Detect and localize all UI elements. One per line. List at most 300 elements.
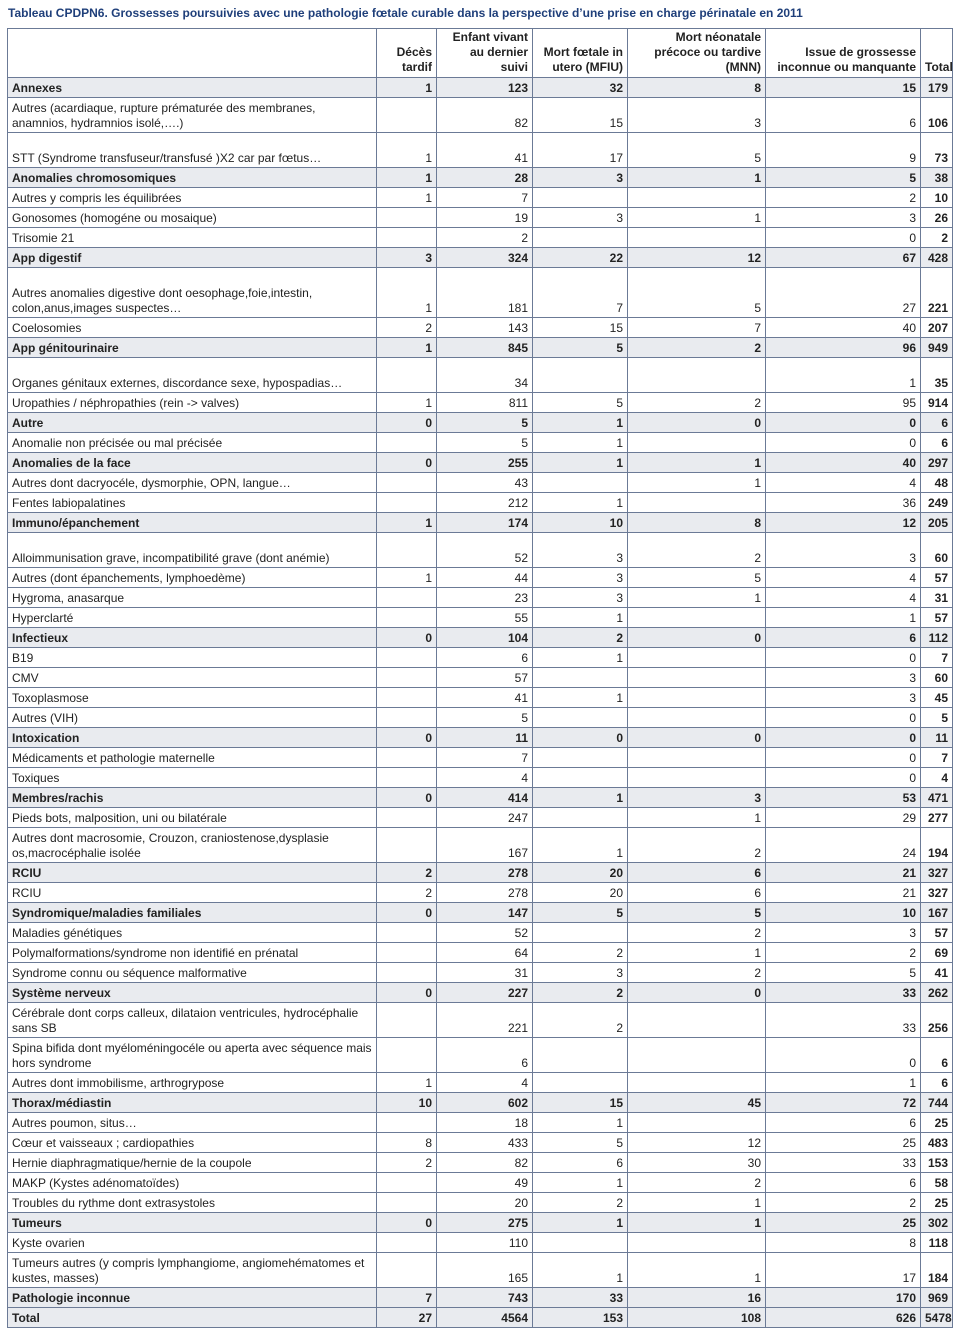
cell-mfiu bbox=[533, 748, 628, 768]
cell-deces-tardif: 2 bbox=[377, 1153, 437, 1173]
cell-deces-tardif: 0 bbox=[377, 453, 437, 473]
row-label: MAKP (Kystes adénomatoïdes) bbox=[8, 1173, 377, 1193]
cell-deces-tardif: 2 bbox=[377, 863, 437, 883]
cell-issue-inconnue: 40 bbox=[766, 453, 921, 473]
cell-enfant-vivant: 174 bbox=[437, 513, 533, 533]
cell-deces-tardif: 0 bbox=[377, 1213, 437, 1233]
table-row bbox=[8, 208, 953, 228]
row-label: Syndromique/maladies familiales bbox=[8, 903, 377, 923]
cell-deces-tardif: 1 bbox=[377, 168, 437, 188]
row-label: App digestif bbox=[8, 248, 377, 268]
table-row bbox=[8, 1113, 953, 1133]
row-label: Thorax/médiastin bbox=[8, 1093, 377, 1113]
row-label: Polymalformations/syndrome non identifié en prénatal bbox=[8, 943, 377, 963]
cell-issue-inconnue: 4 bbox=[766, 588, 921, 608]
cell-mfiu bbox=[533, 1038, 628, 1073]
cell-mfiu: 2 bbox=[533, 1193, 628, 1213]
cell-deces-tardif bbox=[377, 473, 437, 493]
cell-total: 26 bbox=[921, 208, 953, 228]
cell-enfant-vivant: 11 bbox=[437, 728, 533, 748]
cell-total: 483 bbox=[921, 1133, 953, 1153]
cell-mnn bbox=[628, 1003, 766, 1038]
cell-enfant-vivant: 845 bbox=[437, 338, 533, 358]
row-label: Anomalies chromosomiques bbox=[8, 168, 377, 188]
cell-issue-inconnue: 4 bbox=[766, 568, 921, 588]
cell-mnn: 12 bbox=[628, 248, 766, 268]
cell-total: 207 bbox=[921, 318, 953, 338]
cell-total: 11 bbox=[921, 728, 953, 748]
cell-issue-inconnue: 53 bbox=[766, 788, 921, 808]
row-label: Tumeurs autres (y compris lymphangiome, angiomehématomes et kustes, masses) bbox=[8, 1253, 377, 1288]
cell-mnn: 1 bbox=[628, 808, 766, 828]
cell-mnn: 16 bbox=[628, 1288, 766, 1308]
cell-mnn: 8 bbox=[628, 513, 766, 533]
cell-deces-tardif bbox=[377, 708, 437, 728]
cell-mfiu bbox=[533, 1073, 628, 1093]
cell-total: 10 bbox=[921, 188, 953, 208]
cell-mfiu: 5 bbox=[533, 903, 628, 923]
cell-mfiu bbox=[533, 668, 628, 688]
cell-deces-tardif: 7 bbox=[377, 1288, 437, 1308]
table-row bbox=[8, 1133, 953, 1153]
cell-mnn bbox=[628, 608, 766, 628]
cell-total: 6 bbox=[921, 1038, 953, 1073]
cell-deces-tardif bbox=[377, 533, 437, 568]
cell-mfiu: 3 bbox=[533, 208, 628, 228]
cell-mfiu: 20 bbox=[533, 863, 628, 883]
cell-total: 914 bbox=[921, 393, 953, 413]
row-label: App génitourinaire bbox=[8, 338, 377, 358]
cell-enfant-vivant: 167 bbox=[437, 828, 533, 863]
cell-enfant-vivant: 82 bbox=[437, 98, 533, 133]
cell-enfant-vivant: 5 bbox=[437, 433, 533, 453]
cell-issue-inconnue: 0 bbox=[766, 413, 921, 433]
cell-mnn: 6 bbox=[628, 863, 766, 883]
table-row bbox=[8, 228, 953, 248]
cell-total: 7 bbox=[921, 748, 953, 768]
cell-total: 73 bbox=[921, 133, 953, 168]
row-label: STT (Syndrome transfuseur/transfusé )X2 car par fœtus… bbox=[8, 133, 377, 168]
cell-mfiu: 3 bbox=[533, 963, 628, 983]
cell-total: 6 bbox=[921, 1073, 953, 1093]
cell-mfiu bbox=[533, 1233, 628, 1253]
table-row bbox=[8, 748, 953, 768]
table-row bbox=[8, 708, 953, 728]
row-label: Alloimmunisation grave, incompatibilité grave (dont anémie) bbox=[8, 533, 377, 568]
row-label: Hyperclarté bbox=[8, 608, 377, 628]
cell-total: 179 bbox=[921, 78, 953, 98]
cell-total: 60 bbox=[921, 533, 953, 568]
cell-enfant-vivant: 181 bbox=[437, 268, 533, 318]
cell-deces-tardif bbox=[377, 98, 437, 133]
cell-mnn bbox=[628, 648, 766, 668]
row-label: Toxoplasmose bbox=[8, 688, 377, 708]
cell-mnn: 2 bbox=[628, 963, 766, 983]
cell-issue-inconnue: 0 bbox=[766, 228, 921, 248]
cell-mfiu bbox=[533, 473, 628, 493]
cell-enfant-vivant: 41 bbox=[437, 133, 533, 168]
cell-total: 6 bbox=[921, 433, 953, 453]
category-row bbox=[8, 1308, 953, 1328]
cell-issue-inconnue: 10 bbox=[766, 903, 921, 923]
cell-enfant-vivant: 602 bbox=[437, 1093, 533, 1113]
cell-issue-inconnue: 1 bbox=[766, 1073, 921, 1093]
row-label: Annexes bbox=[8, 78, 377, 98]
cell-enfant-vivant: 143 bbox=[437, 318, 533, 338]
cell-issue-inconnue: 21 bbox=[766, 883, 921, 903]
row-label: Infectieux bbox=[8, 628, 377, 648]
cell-enfant-vivant: 811 bbox=[437, 393, 533, 413]
cell-deces-tardif bbox=[377, 748, 437, 768]
header-mnn: Mort néonatale précoce ou tardive (MNN) bbox=[628, 29, 766, 78]
cell-total: 277 bbox=[921, 808, 953, 828]
cell-mfiu: 3 bbox=[533, 533, 628, 568]
cell-deces-tardif: 1 bbox=[377, 338, 437, 358]
cell-deces-tardif: 1 bbox=[377, 188, 437, 208]
cell-mfiu: 17 bbox=[533, 133, 628, 168]
cell-issue-inconnue: 0 bbox=[766, 648, 921, 668]
cell-issue-inconnue: 0 bbox=[766, 708, 921, 728]
cell-total: 57 bbox=[921, 923, 953, 943]
cell-deces-tardif: 0 bbox=[377, 788, 437, 808]
cell-enfant-vivant: 4 bbox=[437, 1073, 533, 1093]
row-label: Autres dont dacryocéle, dysmorphie, OPN, langue… bbox=[8, 473, 377, 493]
cell-issue-inconnue: 3 bbox=[766, 923, 921, 943]
cell-mfiu: 2 bbox=[533, 1003, 628, 1038]
row-label: Hernie diaphragmatique/hernie de la coupole bbox=[8, 1153, 377, 1173]
cell-mnn bbox=[628, 688, 766, 708]
header-mfiu: Mort fœtale in utero (MFIU) bbox=[533, 29, 628, 78]
cell-issue-inconnue: 0 bbox=[766, 748, 921, 768]
cell-total: 194 bbox=[921, 828, 953, 863]
cell-issue-inconnue: 36 bbox=[766, 493, 921, 513]
cell-mnn: 2 bbox=[628, 533, 766, 568]
category-row bbox=[8, 248, 953, 268]
cell-issue-inconnue: 21 bbox=[766, 863, 921, 883]
cell-issue-inconnue: 72 bbox=[766, 1093, 921, 1113]
cell-deces-tardif bbox=[377, 493, 437, 513]
row-label: Autres dont immobilisme, arthrogrypose bbox=[8, 1073, 377, 1093]
row-label: Autres (dont épanchements, lymphoedème) bbox=[8, 568, 377, 588]
cell-mnn: 12 bbox=[628, 1133, 766, 1153]
table-row bbox=[8, 608, 953, 628]
cell-mnn: 0 bbox=[628, 413, 766, 433]
table-row bbox=[8, 393, 953, 413]
cell-deces-tardif bbox=[377, 688, 437, 708]
row-label: Coelosomies bbox=[8, 318, 377, 338]
cell-mfiu: 7 bbox=[533, 268, 628, 318]
row-label: B19 bbox=[8, 648, 377, 668]
cell-enfant-vivant: 324 bbox=[437, 248, 533, 268]
row-label: Maladies génétiques bbox=[8, 923, 377, 943]
header-total: Total bbox=[921, 29, 953, 78]
cell-enfant-vivant: 55 bbox=[437, 608, 533, 628]
row-label: Intoxication bbox=[8, 728, 377, 748]
cell-mnn: 1 bbox=[628, 1213, 766, 1233]
cell-deces-tardif bbox=[377, 943, 437, 963]
cell-mfiu bbox=[533, 188, 628, 208]
cell-deces-tardif bbox=[377, 1233, 437, 1253]
cell-enfant-vivant: 4564 bbox=[437, 1308, 533, 1328]
cell-deces-tardif bbox=[377, 228, 437, 248]
cell-deces-tardif bbox=[377, 1003, 437, 1038]
pathology-table bbox=[7, 28, 953, 1328]
row-label: Hygroma, anasarque bbox=[8, 588, 377, 608]
cell-total: 969 bbox=[921, 1288, 953, 1308]
cell-deces-tardif: 8 bbox=[377, 1133, 437, 1153]
table-row bbox=[8, 1233, 953, 1253]
cell-mnn: 3 bbox=[628, 98, 766, 133]
cell-mfiu: 1 bbox=[533, 648, 628, 668]
cell-issue-inconnue: 40 bbox=[766, 318, 921, 338]
cell-mnn: 5 bbox=[628, 903, 766, 923]
cell-issue-inconnue: 17 bbox=[766, 1253, 921, 1288]
cell-enfant-vivant: 6 bbox=[437, 648, 533, 668]
cell-deces-tardif bbox=[377, 648, 437, 668]
row-label: Autres (VIH) bbox=[8, 708, 377, 728]
category-row bbox=[8, 513, 953, 533]
row-label: Système nerveux bbox=[8, 983, 377, 1003]
table-row bbox=[8, 473, 953, 493]
cell-mfiu: 2 bbox=[533, 628, 628, 648]
cell-enfant-vivant: 18 bbox=[437, 1113, 533, 1133]
cell-total: 471 bbox=[921, 788, 953, 808]
cell-enfant-vivant: 221 bbox=[437, 1003, 533, 1038]
cell-mfiu: 1 bbox=[533, 788, 628, 808]
table-row bbox=[8, 828, 953, 863]
cell-total: 249 bbox=[921, 493, 953, 513]
cell-mnn: 5 bbox=[628, 568, 766, 588]
cell-issue-inconnue: 1 bbox=[766, 358, 921, 393]
cell-issue-inconnue: 3 bbox=[766, 668, 921, 688]
cell-deces-tardif bbox=[377, 1253, 437, 1288]
cell-enfant-vivant: 278 bbox=[437, 863, 533, 883]
row-label: Total bbox=[8, 1308, 377, 1328]
category-row bbox=[8, 903, 953, 923]
row-label: Pathologie inconnue bbox=[8, 1288, 377, 1308]
cell-mfiu: 32 bbox=[533, 78, 628, 98]
row-label: Toxiques bbox=[8, 768, 377, 788]
cell-total: 25 bbox=[921, 1113, 953, 1133]
cell-mfiu: 5 bbox=[533, 1133, 628, 1153]
cell-deces-tardif: 0 bbox=[377, 628, 437, 648]
category-row bbox=[8, 1213, 953, 1233]
cell-total: 744 bbox=[921, 1093, 953, 1113]
table-row bbox=[8, 688, 953, 708]
cell-enfant-vivant: 20 bbox=[437, 1193, 533, 1213]
cell-enfant-vivant: 104 bbox=[437, 628, 533, 648]
cell-total: 106 bbox=[921, 98, 953, 133]
cell-total: 184 bbox=[921, 1253, 953, 1288]
cell-enfant-vivant: 57 bbox=[437, 668, 533, 688]
table-row bbox=[8, 808, 953, 828]
cell-issue-inconnue: 15 bbox=[766, 78, 921, 98]
cell-enfant-vivant: 743 bbox=[437, 1288, 533, 1308]
cell-deces-tardif bbox=[377, 768, 437, 788]
cell-mnn: 5 bbox=[628, 133, 766, 168]
cell-issue-inconnue: 6 bbox=[766, 98, 921, 133]
cell-total: 60 bbox=[921, 668, 953, 688]
table-row bbox=[8, 883, 953, 903]
cell-enfant-vivant: 227 bbox=[437, 983, 533, 1003]
cell-total: 2 bbox=[921, 228, 953, 248]
cell-issue-inconnue: 2 bbox=[766, 1193, 921, 1213]
cell-issue-inconnue: 27 bbox=[766, 268, 921, 318]
category-row bbox=[8, 628, 953, 648]
table-row bbox=[8, 768, 953, 788]
cell-mnn bbox=[628, 668, 766, 688]
cell-issue-inconnue: 95 bbox=[766, 393, 921, 413]
table-row bbox=[8, 1193, 953, 1213]
cell-total: 35 bbox=[921, 358, 953, 393]
cell-mnn: 2 bbox=[628, 338, 766, 358]
cell-deces-tardif bbox=[377, 1038, 437, 1073]
cell-total: 69 bbox=[921, 943, 953, 963]
category-row bbox=[8, 78, 953, 98]
cell-issue-inconnue: 2 bbox=[766, 188, 921, 208]
cell-issue-inconnue: 5 bbox=[766, 168, 921, 188]
cell-total: 41 bbox=[921, 963, 953, 983]
cell-mfiu bbox=[533, 358, 628, 393]
cell-mnn: 45 bbox=[628, 1093, 766, 1113]
cell-mfiu: 0 bbox=[533, 728, 628, 748]
row-label: Membres/rachis bbox=[8, 788, 377, 808]
cell-total: 153 bbox=[921, 1153, 953, 1173]
cell-mfiu: 1 bbox=[533, 433, 628, 453]
category-row bbox=[8, 788, 953, 808]
cell-mnn bbox=[628, 1233, 766, 1253]
cell-total: 31 bbox=[921, 588, 953, 608]
row-label: Anomalie non précisée ou mal précisée bbox=[8, 433, 377, 453]
table-body bbox=[8, 78, 953, 1328]
header-issue-inconnue: Issue de grossesse inconnue ou manquante bbox=[766, 29, 921, 78]
cell-mnn: 7 bbox=[628, 318, 766, 338]
cell-enfant-vivant: 110 bbox=[437, 1233, 533, 1253]
cell-deces-tardif: 1 bbox=[377, 393, 437, 413]
header-deces-tardif: Décès tardif bbox=[377, 29, 437, 78]
table-row bbox=[8, 963, 953, 983]
row-label: Trisomie 21 bbox=[8, 228, 377, 248]
row-label: Cérébrale dont corps calleux, dilataion ventricules, hydrocéphalie sans SB bbox=[8, 1003, 377, 1038]
cell-deces-tardif bbox=[377, 608, 437, 628]
cell-issue-inconnue: 33 bbox=[766, 1153, 921, 1173]
cell-issue-inconnue: 2 bbox=[766, 943, 921, 963]
row-label: Tumeurs bbox=[8, 1213, 377, 1233]
cell-issue-inconnue: 0 bbox=[766, 728, 921, 748]
cell-mnn: 1 bbox=[628, 1193, 766, 1213]
cell-mnn bbox=[628, 1073, 766, 1093]
cell-mnn: 30 bbox=[628, 1153, 766, 1173]
cell-deces-tardif bbox=[377, 358, 437, 393]
table-row bbox=[8, 588, 953, 608]
cell-mfiu bbox=[533, 768, 628, 788]
cell-mnn: 108 bbox=[628, 1308, 766, 1328]
row-label: Gonosomes (homogéne ou mosaique) bbox=[8, 208, 377, 228]
cell-total: 25 bbox=[921, 1193, 953, 1213]
cell-deces-tardif: 27 bbox=[377, 1308, 437, 1328]
cell-mfiu: 20 bbox=[533, 883, 628, 903]
cell-total: 256 bbox=[921, 1003, 953, 1038]
row-label: Médicaments et pathologie maternelle bbox=[8, 748, 377, 768]
cell-mnn: 2 bbox=[628, 828, 766, 863]
cell-mfiu: 5 bbox=[533, 393, 628, 413]
cell-mfiu: 3 bbox=[533, 588, 628, 608]
cell-enfant-vivant: 28 bbox=[437, 168, 533, 188]
cell-mfiu: 1 bbox=[533, 413, 628, 433]
category-row bbox=[8, 983, 953, 1003]
cell-deces-tardif bbox=[377, 923, 437, 943]
cell-total: 205 bbox=[921, 513, 953, 533]
cell-total: 5 bbox=[921, 708, 953, 728]
cell-issue-inconnue: 33 bbox=[766, 1003, 921, 1038]
table-row bbox=[8, 533, 953, 568]
row-label: Autres poumon, situs… bbox=[8, 1113, 377, 1133]
cell-issue-inconnue: 6 bbox=[766, 628, 921, 648]
cell-total: 297 bbox=[921, 453, 953, 473]
cell-mfiu: 33 bbox=[533, 1288, 628, 1308]
cell-mfiu: 1 bbox=[533, 1213, 628, 1233]
cell-mnn bbox=[628, 228, 766, 248]
table-row bbox=[8, 1173, 953, 1193]
table-row bbox=[8, 493, 953, 513]
header-enfant-vivant: Enfant vivant au dernier suivi bbox=[437, 29, 533, 78]
cell-mfiu: 1 bbox=[533, 1113, 628, 1133]
cell-enfant-vivant: 278 bbox=[437, 883, 533, 903]
cell-total: 58 bbox=[921, 1173, 953, 1193]
category-row bbox=[8, 1093, 953, 1113]
cell-issue-inconnue: 29 bbox=[766, 808, 921, 828]
cell-mfiu: 1 bbox=[533, 608, 628, 628]
table-row bbox=[8, 318, 953, 338]
category-row bbox=[8, 338, 953, 358]
cell-enfant-vivant: 43 bbox=[437, 473, 533, 493]
category-row bbox=[8, 728, 953, 748]
cell-total: 45 bbox=[921, 688, 953, 708]
cell-mfiu: 3 bbox=[533, 568, 628, 588]
cell-mfiu: 1 bbox=[533, 493, 628, 513]
cell-total: 7 bbox=[921, 648, 953, 668]
row-label: Autres dont macrosomie, Crouzon, craniostenose,dysplasie os,macrocéphalie isolée bbox=[8, 828, 377, 863]
row-label: Autres (acardiaque, rupture prématurée des membranes, anamnios, hydramnios isolé,….) bbox=[8, 98, 377, 133]
cell-mfiu: 15 bbox=[533, 1093, 628, 1113]
cell-issue-inconnue: 0 bbox=[766, 768, 921, 788]
row-label: RCIU bbox=[8, 863, 377, 883]
cell-mnn: 3 bbox=[628, 788, 766, 808]
cell-deces-tardif: 1 bbox=[377, 78, 437, 98]
cell-total: 949 bbox=[921, 338, 953, 358]
cell-enfant-vivant: 34 bbox=[437, 358, 533, 393]
cell-mnn: 6 bbox=[628, 883, 766, 903]
cell-mnn: 2 bbox=[628, 923, 766, 943]
table-row bbox=[8, 648, 953, 668]
cell-total: 112 bbox=[921, 628, 953, 648]
table-row bbox=[8, 268, 953, 318]
cell-mfiu: 15 bbox=[533, 98, 628, 133]
cell-enfant-vivant: 52 bbox=[437, 533, 533, 568]
cell-total: 118 bbox=[921, 1233, 953, 1253]
cell-mfiu: 1 bbox=[533, 828, 628, 863]
cell-enfant-vivant: 6 bbox=[437, 1038, 533, 1073]
cell-mfiu: 1 bbox=[533, 1253, 628, 1288]
category-row bbox=[8, 453, 953, 473]
cell-enfant-vivant: 2 bbox=[437, 228, 533, 248]
cell-enfant-vivant: 52 bbox=[437, 923, 533, 943]
cell-deces-tardif: 0 bbox=[377, 728, 437, 748]
cell-mnn: 0 bbox=[628, 983, 766, 1003]
cell-issue-inconnue: 33 bbox=[766, 983, 921, 1003]
header-row bbox=[8, 29, 953, 78]
cell-mfiu: 1 bbox=[533, 1173, 628, 1193]
